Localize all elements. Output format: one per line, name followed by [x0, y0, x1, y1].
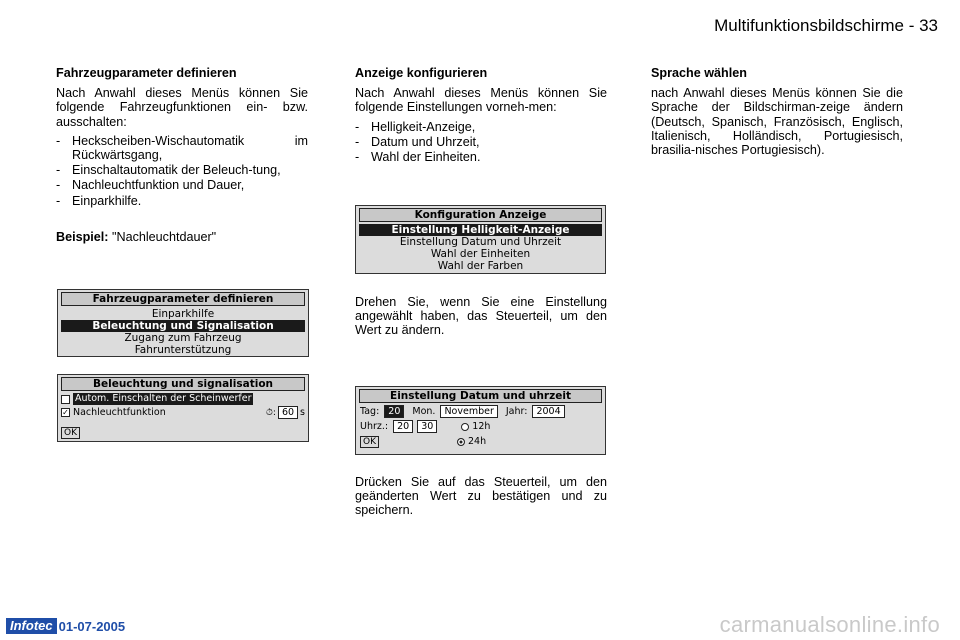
feature-list [56, 134, 308, 208]
format-12-label: 12h [472, 421, 491, 432]
day-label: Tag: [360, 406, 380, 417]
screen-title: Fahrzeugparameter definieren [61, 292, 305, 306]
turn-instruction: Drehen Sie, wenn Sie eine Einstellung angewählt haben, das Steuerteil, um den Wert zu ändern. [355, 295, 607, 338]
option-label: Nachleuchtfunktion [73, 406, 166, 418]
time-row [360, 420, 601, 433]
press-instruction: Drücken Sie auf das Steuerteil, um den geänderten Wert zu bestätigen und zu speichern. [355, 475, 607, 518]
screen-lighting [57, 374, 309, 442]
section-title: Anzeige konfigurieren [355, 66, 488, 80]
menu-item: Fahrunterstützung [134, 344, 232, 356]
section-intro: Nach Anwahl dieses Menüs können Sie folgende Fahrzeugfunktionen ein- bzw. ausschalten: [56, 86, 308, 129]
menu-item-selected: Einstellung Helligkeit-Anzeige [359, 224, 602, 236]
watermark: carmanualsonline.info [719, 612, 940, 637]
screen-title: Einstellung Datum und uhrzeit [359, 389, 602, 403]
list-item: - Heckscheiben-Wischautomatik im Rückwärtsgang, [56, 134, 308, 162]
checkbox-unchecked-icon [61, 395, 70, 404]
month-value: November [440, 405, 497, 418]
footer [6, 618, 125, 634]
day-value: 20 [384, 405, 404, 418]
section-title: Sprache wählen [651, 66, 747, 80]
page-header: Multifunktionsbildschirme - 33 [714, 16, 938, 35]
hour-value: 20 [393, 420, 413, 433]
section-vehicle-parameters [56, 66, 308, 244]
section-intro: Nach Anwahl dieses Menüs können Sie folgende Einstellungen vorneh-men: [355, 86, 607, 115]
section-language [651, 66, 903, 162]
list-item: - Datum und Uhrzeit, [355, 135, 607, 149]
list-item: - Wahl der Einheiten. [355, 150, 607, 164]
menu-item: Einstellung Datum und Uhrzeit [399, 236, 562, 248]
option-row [61, 393, 305, 405]
menu-item: Wahl der Farben [437, 260, 524, 272]
example-label: Beispiel: [56, 229, 109, 244]
screen-title: Konfiguration Anzeige [359, 208, 602, 222]
screen-title: Beleuchtung und signalisation [61, 377, 305, 391]
menu-item: Wahl der Einheiten [430, 248, 531, 260]
list-item: - Helligkeit-Anzeige, [355, 120, 607, 134]
list-item: - Einparkhilfe. [56, 194, 308, 208]
format-row [360, 435, 601, 448]
checkbox-checked-icon: ✓ [62, 408, 69, 417]
menu-item: Einparkhilfe [151, 308, 215, 320]
format-24-label: 24h [468, 436, 487, 447]
time-label: Uhrz.: [360, 421, 389, 432]
menu-item: Zugang zum Fahrzeug [124, 332, 242, 344]
example-value: "Nachleuchtdauer" [112, 229, 217, 244]
timer-icon: ⏱: [265, 407, 276, 418]
section-body: nach Anwahl dieses Menüs können Sie die Sprache der Bildschirman-zeige ändern (Deutsch, Spanisch, Französisch, Englisch, Italienisch, Holländisch, Portugiesisch, brasilia-nisches Portugiesisch). [651, 86, 903, 158]
list-item: - Nachleuchtfunktion und Dauer, [56, 178, 308, 192]
duration-unit: s [300, 406, 305, 418]
year-value: 2004 [532, 405, 564, 418]
ok-button: OK [360, 436, 379, 448]
infotec-logo: Infotec [6, 618, 57, 634]
radio-selected-icon [457, 438, 465, 446]
option-row [61, 406, 305, 419]
setting-list [355, 120, 607, 165]
example-line [56, 230, 308, 244]
date-row [360, 405, 601, 418]
month-label: Mon. [412, 406, 436, 417]
screen-datetime [355, 386, 606, 455]
ok-button: OK [61, 427, 80, 439]
minute-value: 30 [417, 420, 437, 433]
screen-display-config [355, 205, 606, 274]
menu-item-selected: Beleuchtung und Signalisation [61, 320, 305, 332]
radio-unselected-icon [461, 423, 469, 431]
section-title: Fahrzeugparameter definieren [56, 66, 237, 80]
screen-vehicle-parameters [57, 289, 309, 357]
option-label: Autom. Einschalten der Scheinwerfer [75, 393, 252, 404]
year-label: Jahr: [505, 406, 528, 417]
footer-date: 01-07-2005 [58, 618, 126, 634]
section-display-config [355, 66, 607, 165]
list-item: - Einschaltautomatik der Beleuch-tung, [56, 163, 308, 177]
duration-value: 60 [278, 406, 298, 419]
